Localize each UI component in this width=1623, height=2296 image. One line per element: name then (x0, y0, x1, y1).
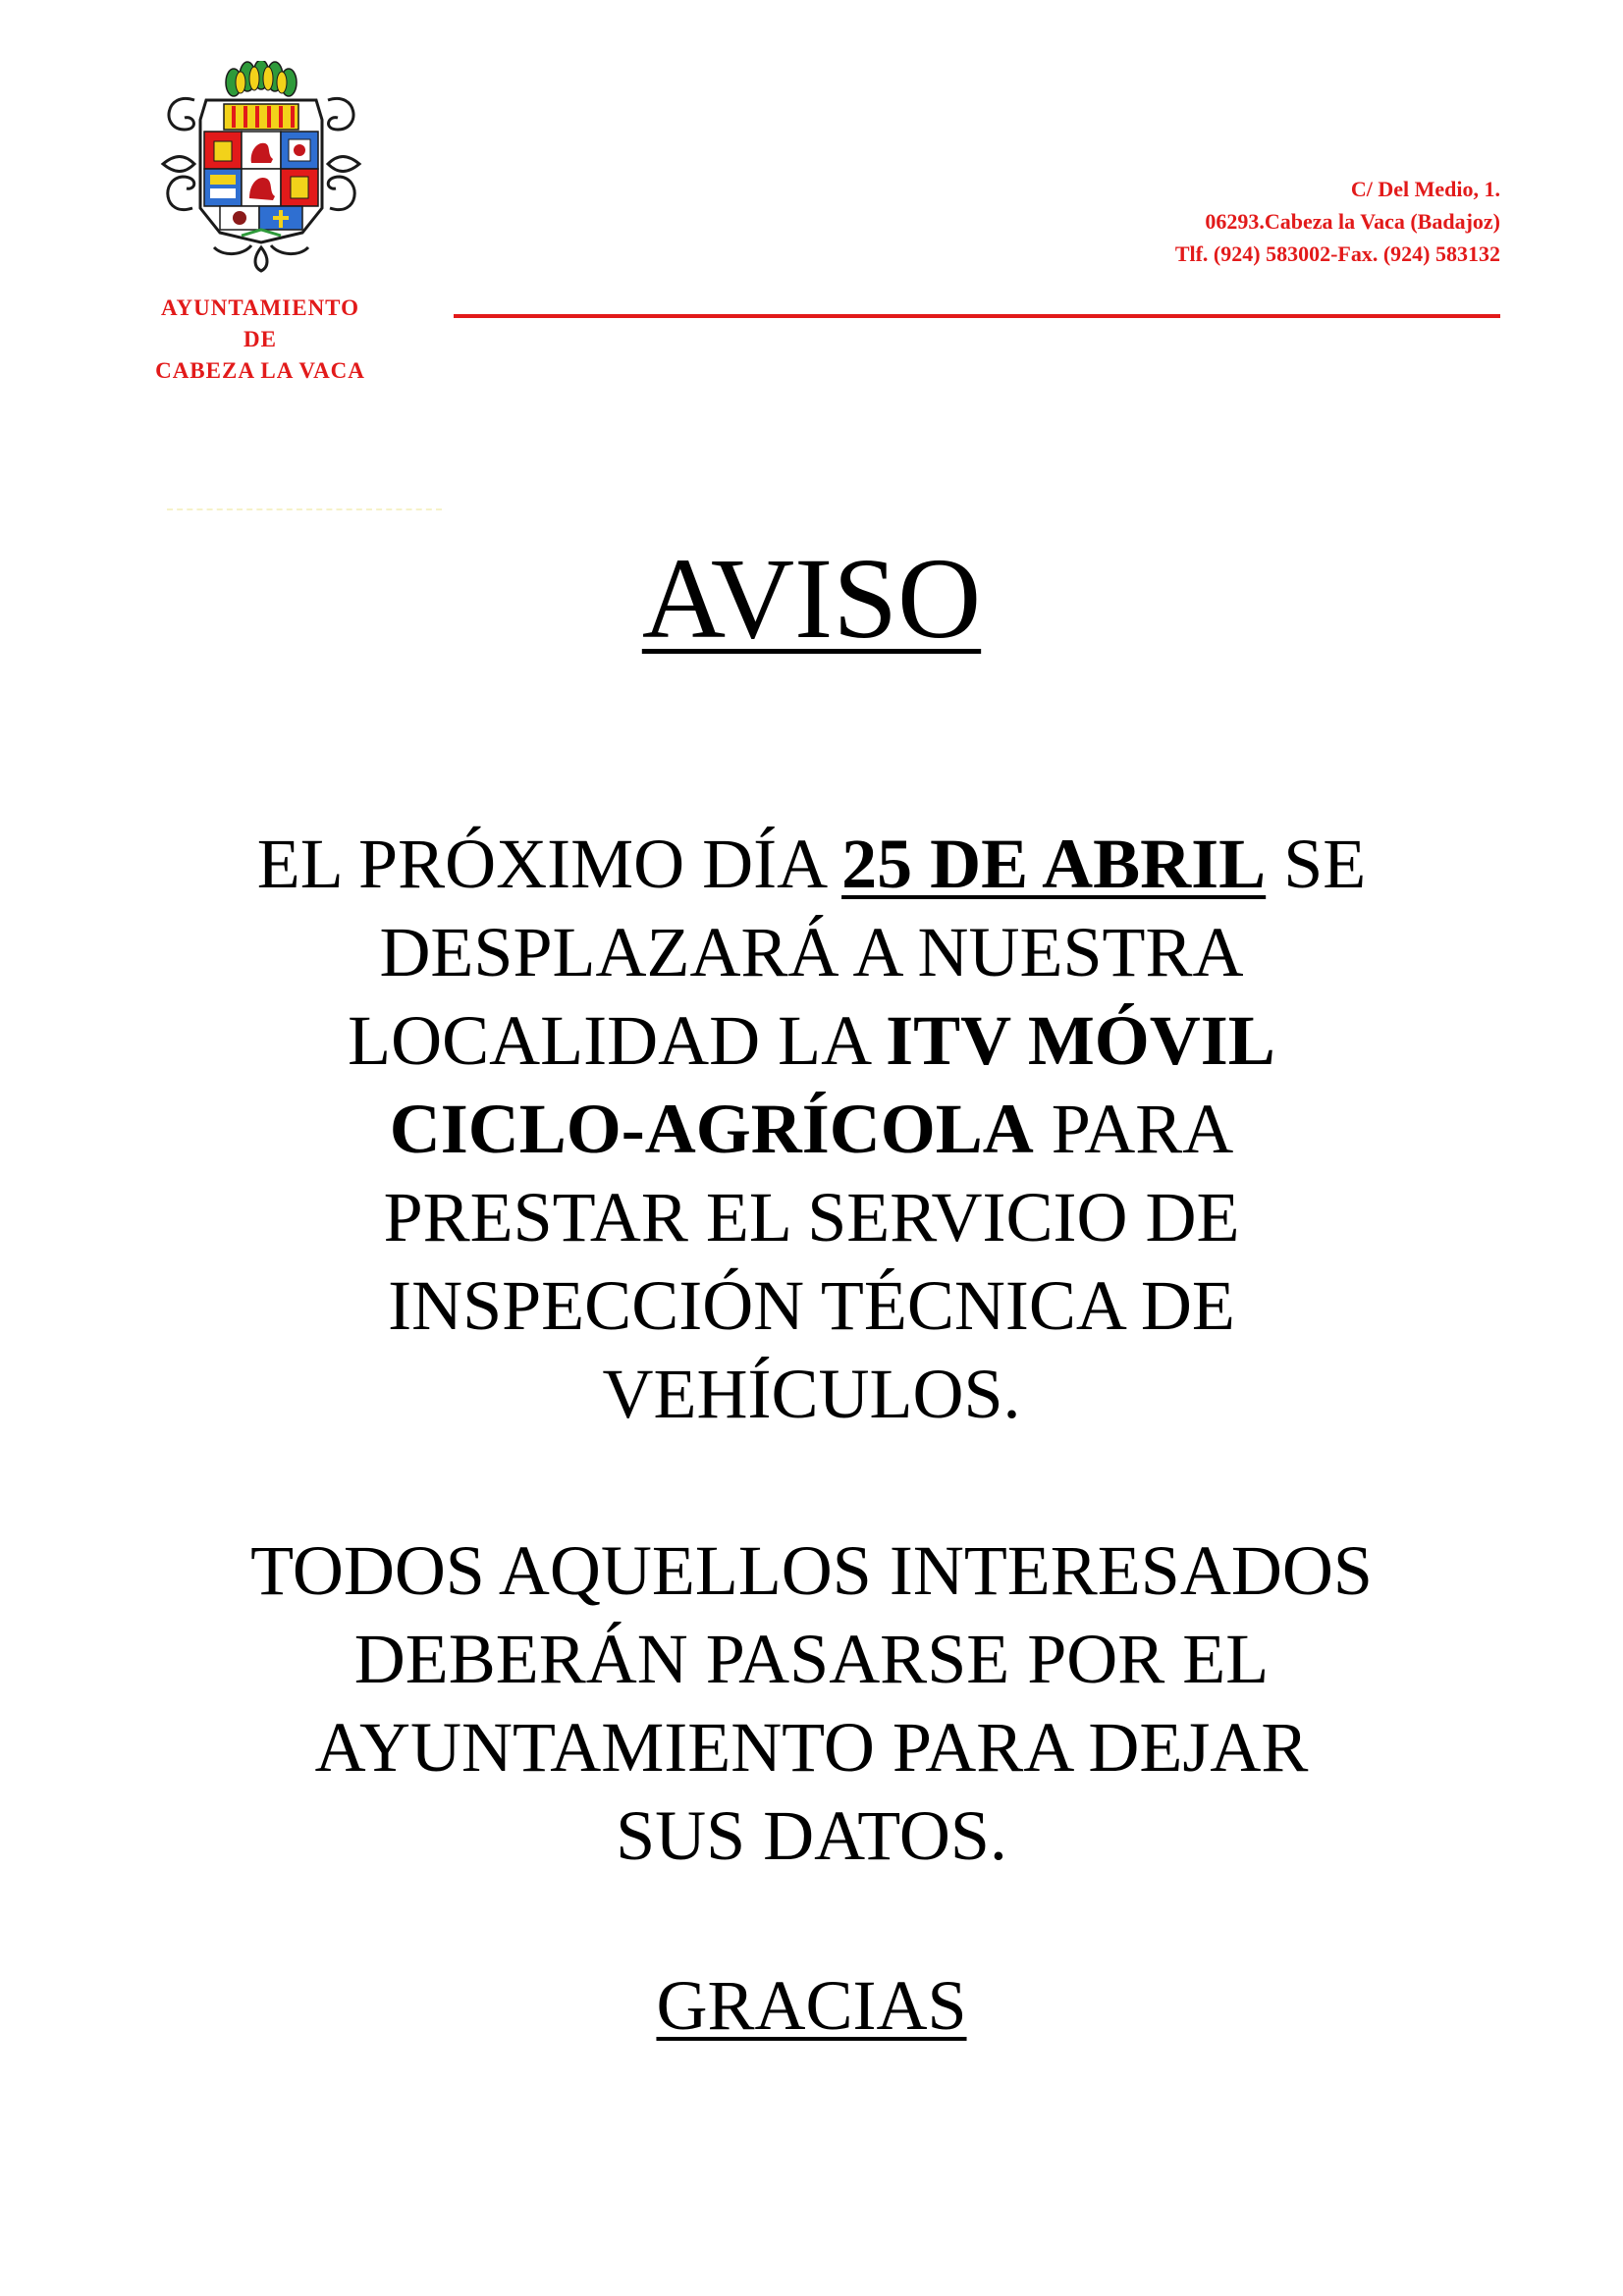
contact-address (1175, 173, 1500, 270)
para2-line-4: SUS DATOS. (616, 1796, 1007, 1875)
para1-line-1-text-a: EL PRÓXIMO DÍA (256, 825, 842, 903)
para1-line-3-text-a: LOCALIDAD LA (348, 1001, 887, 1080)
org-name-line-1: AYUNTAMIENTO (161, 295, 359, 320)
para1-line-3 (0, 996, 1623, 1085)
header-divider (454, 314, 1500, 318)
inspection-date: 25 DE ABRIL (841, 825, 1267, 903)
address-phone-fax: Tlf. (924) 583002-Fax. (924) 583132 (1174, 241, 1500, 266)
para1-line-4-text-b: PARA (1033, 1090, 1234, 1168)
closing-thanks (0, 1961, 1623, 2050)
org-name-line-2: DE (243, 327, 277, 351)
coat-of-arms-logo (155, 61, 367, 275)
para1-line-5: PRESTAR EL SERVICIO DE (383, 1178, 1240, 1256)
para1-line-4 (0, 1085, 1623, 1173)
para2-line-1: TODOS AQUELLOS INTERESADOS (250, 1531, 1373, 1610)
para1-line-6: INSPECCIÓN TÉCNICA DE (388, 1266, 1235, 1345)
org-name-line-3: CABEZA LA VACA (155, 358, 365, 383)
para2-line-2: DEBERÁN PASARSE POR EL (353, 1620, 1270, 1698)
para1-line-1-text-b: SE (1266, 825, 1367, 903)
itv-movil-text: ITV MÓVIL (886, 1001, 1275, 1080)
notice-title-text: AVISO (641, 534, 982, 663)
address-street: C/ Del Medio, 1. (1350, 177, 1500, 201)
closing-thanks-text: GRACIAS (656, 1966, 967, 2045)
notice-title (0, 530, 1623, 667)
faint-decorative-line (167, 508, 442, 513)
notice-paragraph-1 (0, 820, 1623, 1438)
para1-line-7: VEHÍCULOS. (602, 1355, 1021, 1433)
para2-line-3: AYUNTAMIENTO PARA DEJAR (314, 1708, 1309, 1787)
para1-line-1 (0, 820, 1623, 908)
ciclo-agricola-text: CICLO-AGRÍCOLA (389, 1090, 1034, 1168)
organization-name (118, 293, 403, 387)
address-city: 06293.Cabeza la Vaca (Badajoz) (1205, 209, 1500, 234)
para1-line-2: DESPLAZARÁ A NUESTRA (379, 913, 1244, 991)
notice-paragraph-2 (0, 1526, 1623, 1880)
